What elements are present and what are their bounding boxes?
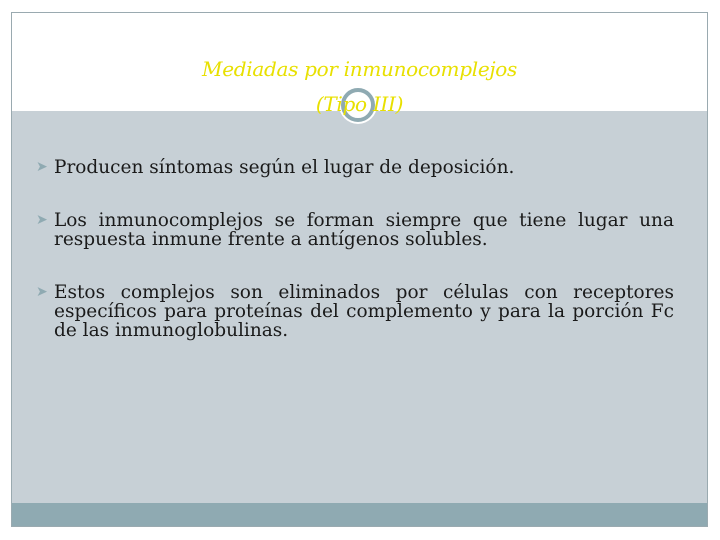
- arrow-bullet-icon: ➤: [36, 159, 48, 175]
- bullet-list: [36, 158, 674, 374]
- bullet-item: [36, 211, 674, 249]
- bullet-text: Los inmunocomplejos se forman siempre que tiene lugar una respuesta inmune frente a antígenos solubles.: [54, 210, 674, 250]
- footer-bar: [12, 503, 707, 526]
- slide-subtitle: (Tipo III): [315, 92, 404, 116]
- bullet-text: Producen síntomas según el lugar de deposición.: [54, 157, 515, 178]
- bullet-text: Estos complejos son eliminados por células con receptores específicos para proteínas del complemento y para la porción Fc de las inmunoglobulinas.: [54, 282, 674, 341]
- slide-title: Mediadas por inmunocomplejos: [202, 57, 517, 81]
- arrow-bullet-icon: ➤: [36, 284, 48, 300]
- arrow-bullet-icon: ➤: [36, 212, 48, 228]
- bullet-item: [36, 158, 674, 177]
- bullet-item: [36, 283, 674, 340]
